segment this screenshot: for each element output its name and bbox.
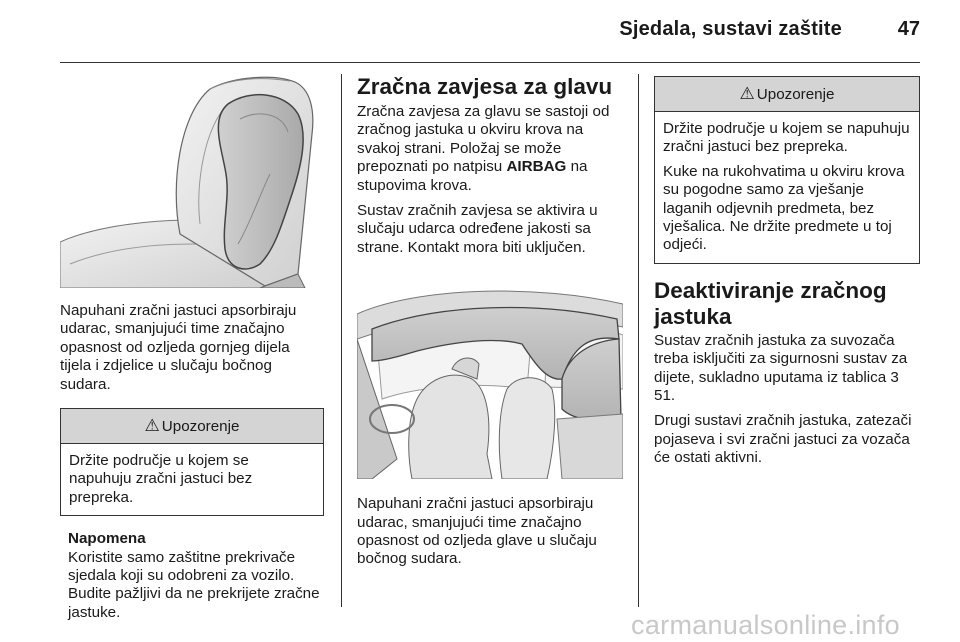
- page-reference-link[interactable]: 3 51.: [654, 368, 899, 405]
- note-block: [60, 530, 324, 622]
- page-number: 47: [897, 18, 920, 40]
- warning-triangle-icon: ⚠: [739, 84, 755, 103]
- warning-text-curtain-1: Držite područje u kojem se napuhuju zračni jastuci bez prepreka.: [663, 120, 910, 156]
- warning-header-curtain: [655, 77, 919, 112]
- column-divider-left: [341, 74, 342, 607]
- paragraph-curtain-intro-end: na stupovima krova.: [357, 158, 588, 194]
- figure-caption-seat: Napuhani zračni jastuci apsorbiraju udarac, smanjujući time značajno opasnost od ozljeda gornjeg dijela tijela i zdjelice u slučaju bočnog sudara.: [60, 302, 297, 393]
- paragraph-curtain-intro-start: Zračna zavjesa za glavu se sastoji od zračnog jastuka u okviru krova na svakoj strani. Položaj se može prepoznati po natpisu: [357, 103, 610, 176]
- paragraph-other-systems: Drugi sustavi zračnih jastuka, zatezači pojaseva i svi zračni jastuci za vozača će ostati aktivni.: [654, 412, 912, 467]
- column-2: [357, 74, 623, 569]
- warning-box-curtain: [654, 76, 920, 264]
- warning-box: [60, 408, 324, 516]
- warning-text: Držite područje u kojem se napuhuju zračni jastuci bez prepreka.: [69, 452, 253, 506]
- column-divider-right: [638, 74, 639, 607]
- note-text: Koristite samo zaštitne prekrivače sjedala koji su odobreni za vozilo. Budite pažljivi da ne prekrijete zračne jastuke.: [68, 548, 320, 621]
- airbag-label: AIRBAG: [506, 158, 567, 176]
- paragraph-curtain-activation: Sustav zračnih zavjesa se aktivira u slučaju udarca određene jakosti sa strane. Kontakt mora biti uključen.: [357, 202, 598, 256]
- seat-airbag-image: [60, 74, 324, 288]
- curtain-airbag-image: [357, 269, 623, 479]
- warning-triangle-icon: ⚠: [144, 416, 160, 436]
- seat-airbag-illustration: [60, 74, 324, 288]
- header-title: Sjedala, sustavi zaštite: [619, 18, 842, 40]
- warning-label-curtain: Upozorenje: [756, 85, 835, 103]
- section-heading-deactivation: Deaktiviranje zračnog jastuka: [654, 277, 887, 329]
- warning-header: [61, 409, 323, 444]
- section-heading-head-curtain: Zračna zavjesa za glavu: [357, 74, 613, 99]
- warning-label: Upozorenje: [161, 417, 240, 435]
- header-rule: [60, 62, 920, 63]
- paragraph-deactivation-text: Sustav zračnih jastuka za suvozača treba isključiti za sigurnosni sustav za dijete, sukladno uputama iz tablica: [654, 331, 908, 386]
- paragraph-curtain-intro: [357, 103, 623, 195]
- warning-text-curtain-2: Kuke na rukohvatima u okviru krova su pogodne samo za vješanje laganih odjevnih predmeta, bez vješalica. Ne držite predmete u toj odjeći.: [663, 162, 905, 254]
- watermark: carmanualsonline.info: [631, 610, 900, 640]
- paragraph-deactivation: [654, 332, 920, 406]
- column-3: [654, 74, 920, 468]
- note-title: Napomena: [68, 530, 146, 548]
- column-1: [60, 74, 324, 622]
- figure-caption-curtain: Napuhani zračni jastuci apsorbiraju udarac, smanjujući time značajno opasnost od ozljeda glave u slučaju bočnog sudara.: [357, 495, 597, 568]
- curtain-airbag-illustration: [357, 269, 623, 479]
